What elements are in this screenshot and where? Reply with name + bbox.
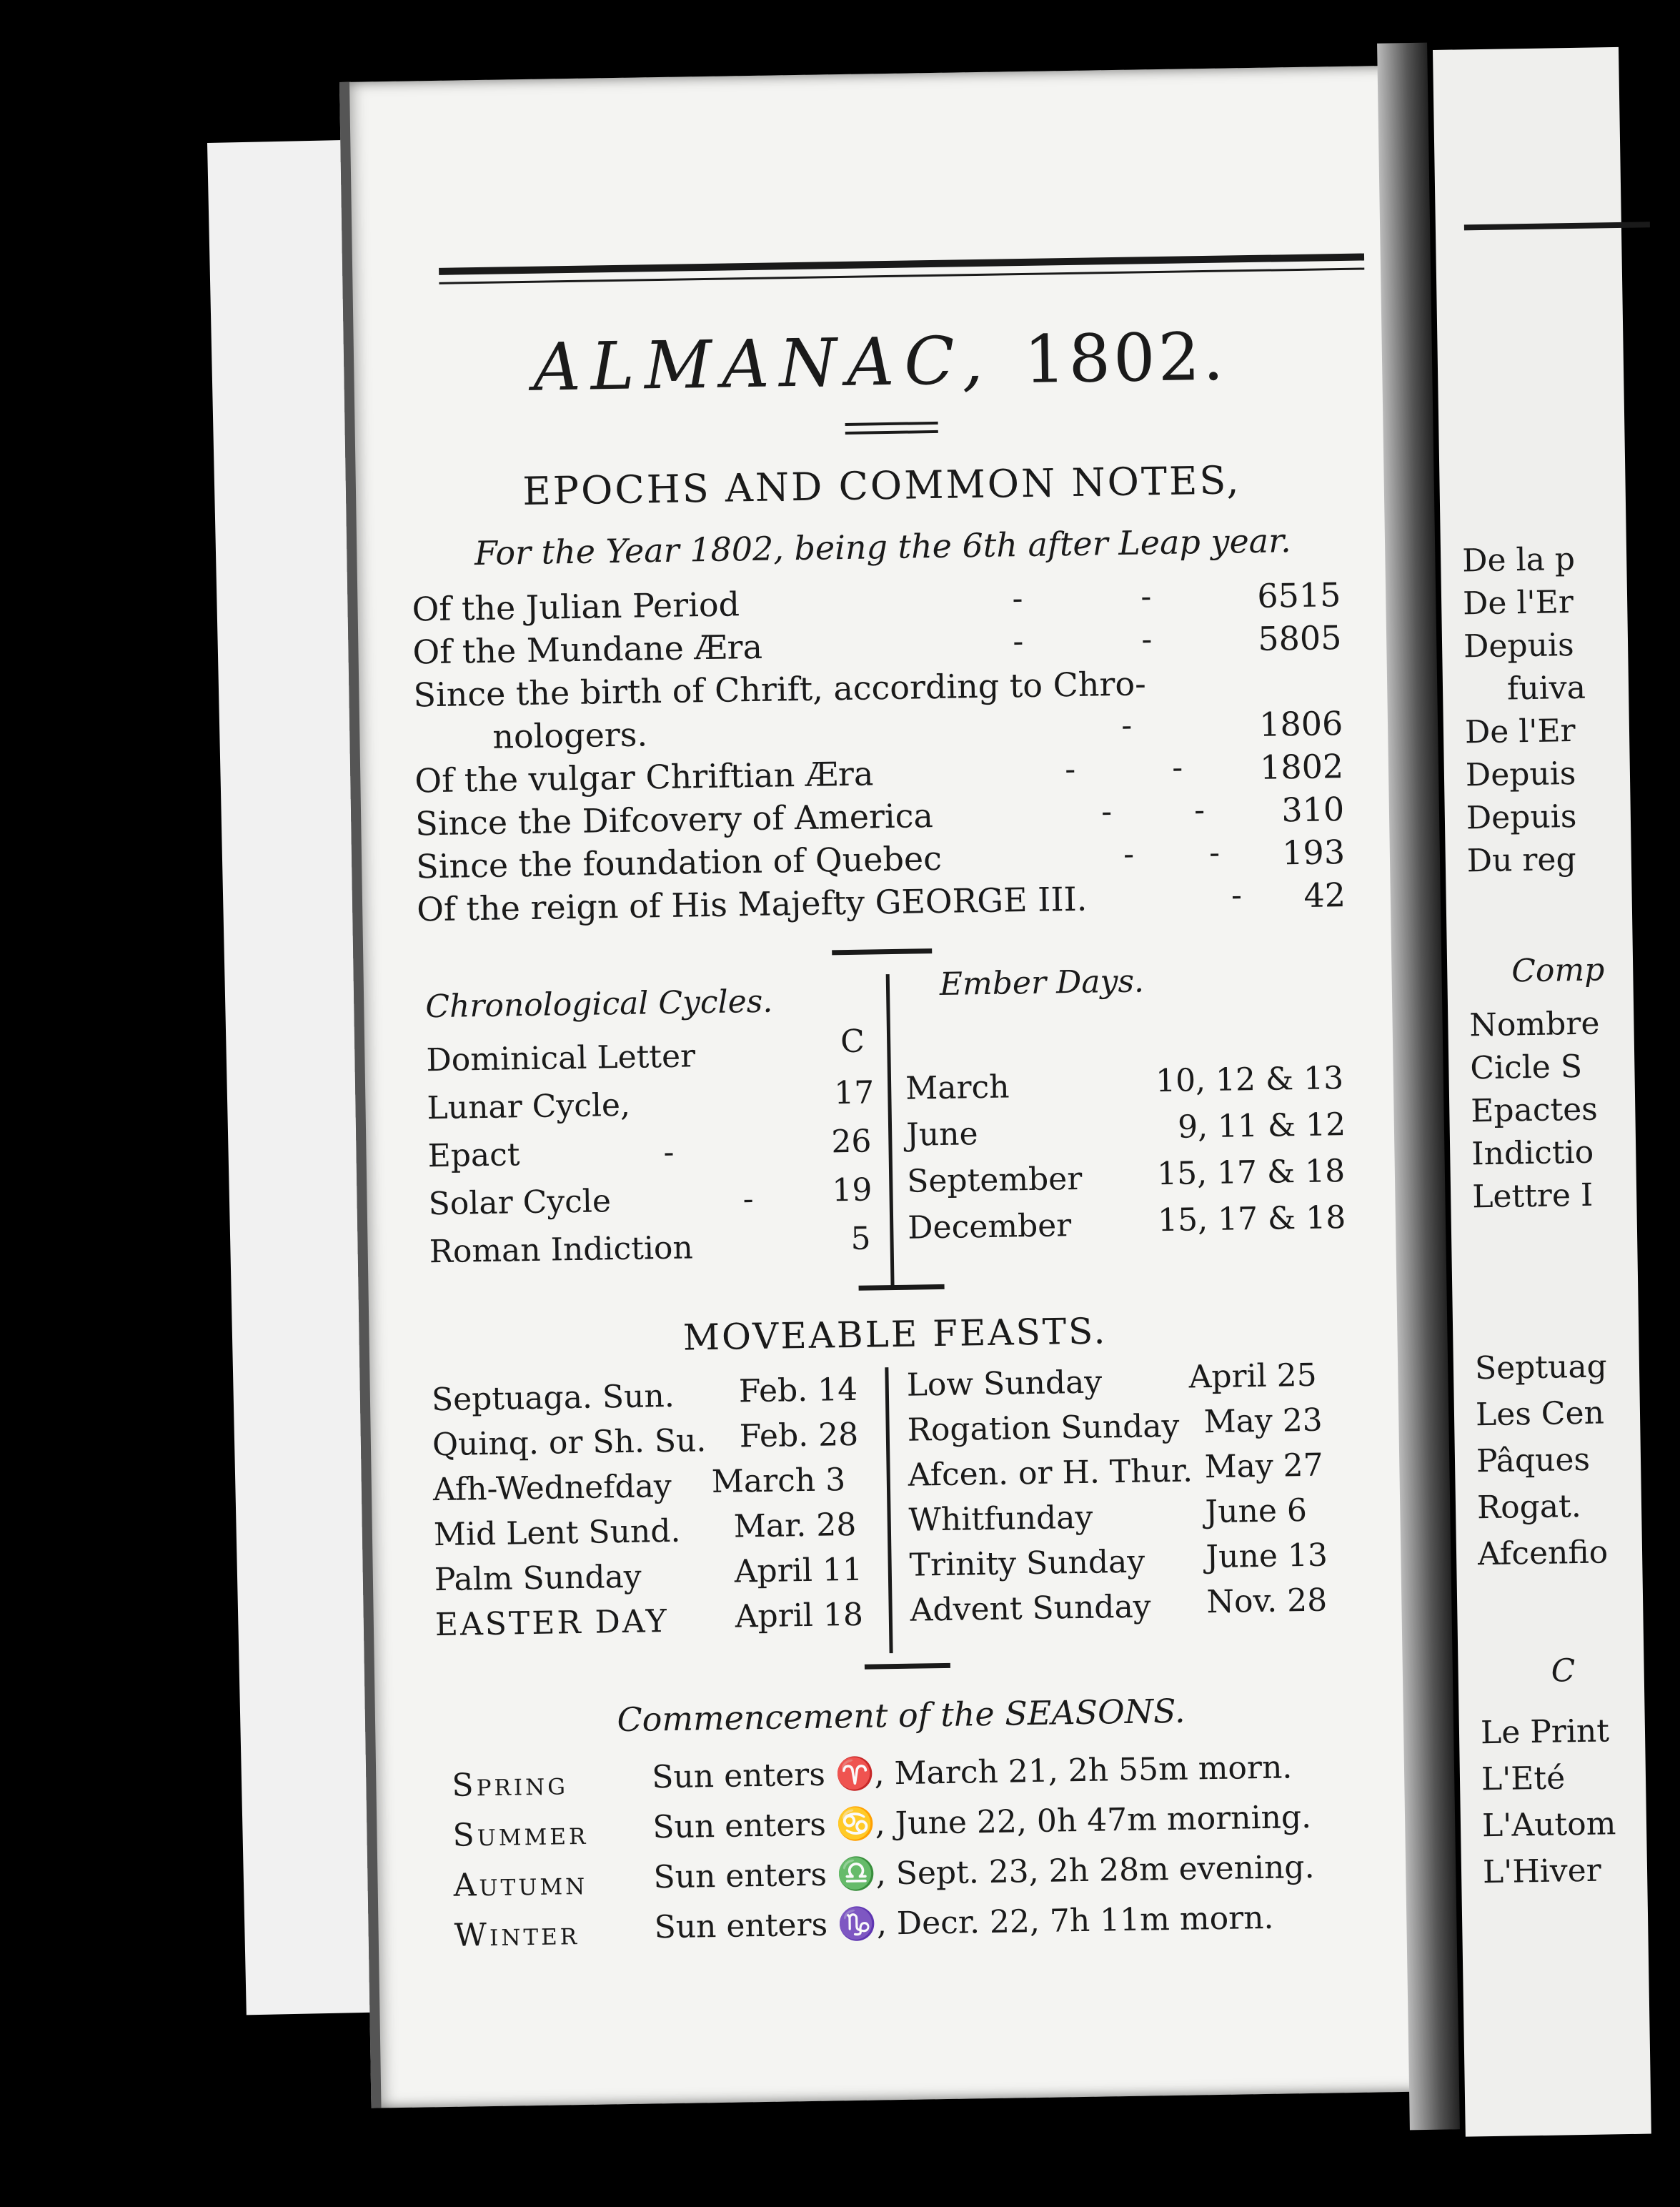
title-rule-2 — [845, 430, 938, 435]
feast-name: Mid Lent Sund. — [433, 1512, 681, 1554]
feast-date: Nov. 28 — [1206, 1582, 1328, 1621]
cycles-heading: Chronological Cycles. — [424, 983, 773, 1026]
epoch-row-value: 1802 — [1259, 747, 1344, 787]
feasts-heading: MOVEABLE FEASTS. — [682, 1310, 1108, 1359]
feast-name: Afcen. or H. Thur. — [908, 1452, 1193, 1494]
feast-name: Palm Sunday — [434, 1558, 642, 1599]
facing-line: L'Hiver — [1482, 1852, 1602, 1891]
facing-line: Lettre I — [1471, 1176, 1594, 1216]
epochs-heading: EPOCHS AND COMMON NOTES, — [522, 457, 1242, 515]
facing-line: Depuis — [1465, 755, 1576, 794]
epoch-row-value: 42 — [1303, 876, 1346, 915]
epoch-row-label: Of the reign of His Majefty GEORGE III. — [416, 879, 1088, 929]
cycle-value: C — [840, 1023, 865, 1061]
epoch-row-value: 6515 — [1256, 575, 1341, 615]
cycle-label: Lunar Cycle, — [427, 1086, 631, 1127]
feast-date: May 23 — [1203, 1402, 1323, 1441]
ember-month: September — [906, 1160, 1083, 1200]
season-name: Spring — [452, 1765, 569, 1804]
ember-days: 15, 17 & 18 — [1157, 1199, 1346, 1239]
ember-days: 15, 17 & 18 — [1156, 1153, 1346, 1193]
epoch-row-label: Since the foundation of Quebec — [415, 838, 943, 886]
facing-line: De l'Er — [1464, 712, 1576, 751]
feast-name: Rogation Sunday — [907, 1407, 1180, 1449]
facing-line: Indictio — [1471, 1134, 1594, 1173]
facing-line: Afcenfio — [1477, 1534, 1609, 1573]
ember-heading: Ember Days. — [939, 963, 1145, 1003]
season-text: Sun enters ♎, Sept. 23, 2h 28m evening. — [653, 1848, 1315, 1896]
leader-dash: - — [1013, 623, 1024, 660]
leader-dash: - — [1100, 793, 1113, 830]
epoch-row-value: 310 — [1281, 790, 1345, 830]
season-name: Winter — [454, 1915, 580, 1954]
cycle-value: 19 — [832, 1171, 873, 1209]
feast-date: April 11 — [734, 1551, 863, 1590]
season-text: Sun enters ♑, Decr. 22, 7h 11m morn. — [654, 1899, 1274, 1946]
facing-line: Comp — [1511, 951, 1605, 990]
feast-name: Trinity Sunday — [909, 1543, 1145, 1584]
epoch-row-label: nologers. — [492, 715, 648, 756]
feast-date: Mar. 28 — [733, 1506, 857, 1545]
leader-dash: - — [1208, 834, 1221, 872]
facing-line: Du reg — [1466, 840, 1577, 880]
epoch-row-label: Since the Difcovery of America — [414, 796, 934, 843]
facing-line: Septuag — [1474, 1348, 1608, 1387]
feast-date: March 3 — [711, 1462, 846, 1501]
leader-dash: - — [1140, 621, 1153, 658]
epoch-row-value: 1806 — [1258, 704, 1343, 744]
leader-dash: - — [1120, 707, 1133, 744]
leader-dash: - — [1193, 792, 1206, 829]
leader-dash: - — [1123, 835, 1135, 873]
facing-top-rule — [1464, 222, 1650, 230]
leader-dash: - — [1231, 877, 1243, 914]
section-rule — [859, 1284, 945, 1291]
leader-dash: - — [1171, 749, 1183, 786]
leader-dash: - — [1140, 578, 1152, 615]
cycle-value: 17 — [833, 1074, 875, 1112]
feast-name: Low Sunday — [906, 1364, 1103, 1404]
ember-days: 9, 11 & 12 — [1177, 1106, 1346, 1146]
feast-name: Advent Sunday — [910, 1588, 1151, 1629]
seasons-heading: Commencement of the SEASONS. — [617, 1691, 1186, 1740]
ember-days: 10, 12 & 13 — [1155, 1060, 1344, 1100]
cycle-label: Epact — [427, 1136, 520, 1175]
facing-line: C — [1551, 1652, 1576, 1690]
epoch-row-label: Of the Mundane Æra — [412, 627, 763, 672]
facing-line: L'Eté — [1481, 1760, 1566, 1798]
feast-date: May 27 — [1204, 1447, 1324, 1486]
feast-date: June 6 — [1205, 1492, 1308, 1531]
cycle-value: 5 — [850, 1220, 871, 1257]
facing-line: Pâques — [1476, 1441, 1591, 1480]
feast-date: April 25 — [1188, 1357, 1318, 1396]
facing-line: Cicle S — [1469, 1048, 1583, 1087]
season-text: Sun enters ♋, June 22, 0h 47m morning. — [652, 1798, 1312, 1846]
epoch-row-value: 193 — [1281, 833, 1346, 873]
facing-line: Depuis — [1466, 798, 1577, 837]
ember-month: December — [907, 1207, 1072, 1246]
leader-dash: - — [1012, 580, 1023, 618]
facing-line: Rogat. — [1476, 1487, 1582, 1527]
epoch-row-label: Since the birth of Chrift, according to Chro- — [413, 664, 1147, 715]
feast-date: June 13 — [1206, 1537, 1328, 1576]
feasts-divider — [885, 1367, 893, 1653]
cycle-label: Solar Cycle — [428, 1183, 612, 1223]
feast-name: Whitfunday — [908, 1499, 1093, 1539]
leader-dash: - — [742, 1181, 754, 1218]
section-rule — [832, 948, 932, 955]
facing-line: Le Print — [1480, 1712, 1610, 1752]
feast-name: EASTER DAY — [434, 1603, 670, 1644]
facing-line: Depuis — [1463, 627, 1574, 665]
feast-name: Afh-Wednefday — [432, 1467, 672, 1509]
column-divider — [886, 974, 895, 1289]
facing-page — [1433, 47, 1651, 2137]
leader-dash: - — [663, 1134, 675, 1171]
season-name: Summer — [452, 1815, 589, 1854]
facing-line: Nombre — [1469, 1005, 1600, 1044]
epoch-row-value: 5805 — [1257, 618, 1342, 658]
season-name: Autumn — [453, 1865, 588, 1904]
section-rule — [865, 1663, 950, 1670]
season-text: Sun enters ♈, March 21, 2h 55m morn. — [651, 1749, 1293, 1796]
facing-line: De la p — [1461, 540, 1576, 580]
cycle-value: 26 — [830, 1123, 872, 1161]
epochs-subtitle: For the Year 1802, being the 6th after Leap year. — [474, 521, 1292, 573]
feast-name: Septuaga. Sun. — [431, 1377, 675, 1419]
cycle-label: Dominical Letter — [426, 1038, 696, 1079]
facing-line: fuiva — [1506, 669, 1586, 708]
ember-month: June — [905, 1116, 978, 1154]
facing-line: L'Autom — [1481, 1805, 1616, 1845]
facing-line: De l'Er — [1462, 584, 1574, 623]
facing-line: Les Cen — [1475, 1394, 1605, 1434]
epoch-row-label: Of the Julian Period — [412, 585, 740, 629]
feast-date: April 18 — [735, 1596, 864, 1635]
page-title: ALMANAC, 1802. — [532, 318, 1228, 406]
feast-name: Quinq. or Sh. Su. — [432, 1422, 707, 1464]
facing-line: Epactes — [1470, 1091, 1599, 1130]
feast-date: Feb. 28 — [739, 1416, 859, 1455]
cycle-label: Roman Indiction — [429, 1229, 694, 1271]
feast-date: Feb. 14 — [738, 1371, 858, 1410]
title-rule — [845, 422, 938, 426]
epoch-row-label: Of the vulgar Chriftian Æra — [414, 754, 874, 800]
leader-dash: - — [1064, 750, 1076, 788]
almanac-page — [339, 65, 1443, 2108]
ember-month: March — [905, 1068, 1010, 1107]
